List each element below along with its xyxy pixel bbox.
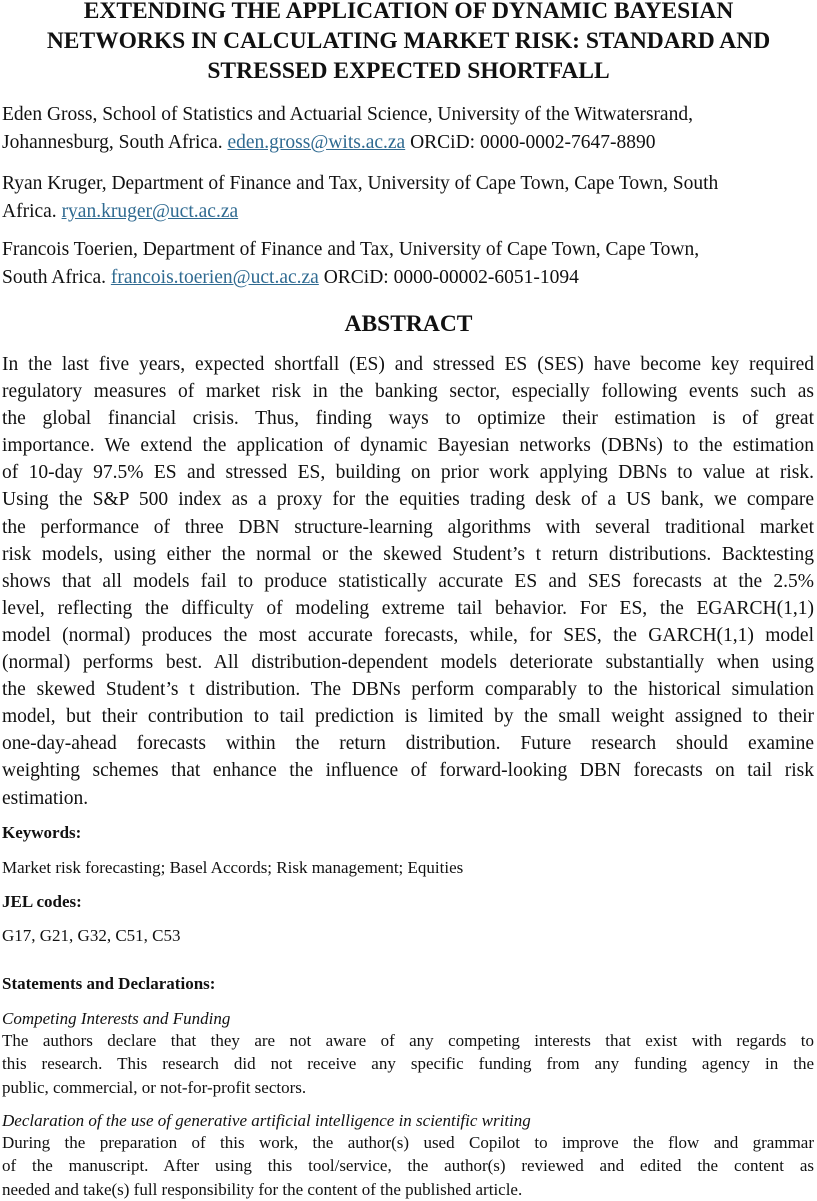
jel-text: G17, G21, G32, C51, C53: [2, 926, 181, 945]
author-email-link[interactable]: francois.toerien@uct.ac.za: [110, 267, 319, 288]
abstract-heading: ABSTRACT: [344, 311, 473, 337]
competing-line: this research. This research did not receive any specific funding from any funding agency in the: [2, 1054, 814, 1074]
competing-heading: Competing Interests and Funding: [2, 1009, 231, 1028]
author-orcid: ORCiD: 0000-0002-7647-8890: [405, 132, 656, 153]
abstract-line: shows that all models fail to produce statistically accurate ES and SES forecasts at the 2.5%: [2, 570, 814, 592]
author-toerien: [2, 236, 814, 292]
author-affiliation: Francois Toerien, Department of Finance and Tax, University of Cape Town, Cape Town,: [2, 239, 700, 260]
abstract-line: importance. We extend the application of dynamic Bayesian networks (DBNs) to the estimation: [2, 435, 814, 457]
abstract-line: risk models, using either the normal or the skewed Student’s t return distributions. Backtesting: [2, 543, 814, 565]
jel-label: JEL codes:: [2, 892, 82, 911]
competing-line: The authors declare that they are not aware of any competing interests that exist with regards to: [2, 1031, 814, 1050]
title-line: NETWORKS IN CALCULATING MARKET RISK: STANDARD AND: [46, 28, 771, 54]
statements-label: Statements and Declarations:: [2, 974, 216, 993]
author-email-link[interactable]: eden.gross@wits.ac.za: [227, 132, 406, 153]
abstract-line: of 10-day 97.5% ES and stressed ES, building on prior work applying DBNs to value at risk.: [2, 462, 814, 484]
author-gross: [2, 101, 814, 157]
author-location: Africa.: [2, 201, 62, 222]
competing-line: public, commercial, or not-for-profit sectors.: [2, 1077, 307, 1097]
ai-declaration-heading: Declaration of the use of generative artificial intelligence in scientific writing: [2, 1111, 531, 1130]
author-orcid: ORCiD: 0000-00002-6051-1094: [318, 267, 579, 288]
paper-title: [0, 0, 817, 86]
abstract-line: the global financial crisis. Thus, finding ways to optimize their estimation is of great: [2, 408, 814, 430]
author-contact: [2, 129, 814, 157]
author-contact: [2, 198, 814, 226]
abstract-line: regulatory measures of market risk in the banking sector, especially following events such as: [2, 381, 814, 403]
ai-declaration-line: of the manuscript. After using this tool/service, the author(s) reviewed and edited the content as: [2, 1156, 814, 1176]
abstract-line: the performance of three DBN structure-learning algorithms with several traditional market: [2, 516, 814, 538]
abstract-line: Using the S&P 500 index as a proxy for the equities trading desk of a US bank, we compare: [2, 489, 814, 511]
abstract-line: the skewed Student’s t distribution. The DBNs perform comparably to the historical simulation: [2, 679, 814, 701]
keywords-text: Market risk forecasting; Basel Accords; Risk management; Equities: [2, 858, 464, 877]
title-line: STRESSED EXPECTED SHORTFALL: [207, 58, 610, 84]
author-email-link[interactable]: ryan.kruger@uct.ac.za: [61, 201, 239, 222]
abstract-line: one-day-ahead forecasts within the return distribution. Future research should examine: [2, 733, 814, 755]
keywords-label: Keywords:: [2, 823, 82, 842]
ai-declaration-line: During the preparation of this work, the author(s) used Copilot to improve the flow and grammar: [2, 1133, 814, 1152]
abstract-line: weighting schemes that enhance the influence of forward-looking DBN forecasts on tail risk: [2, 760, 814, 782]
ai-declaration-line: needed and take(s) full responsibility for the content of the published article.: [2, 1179, 523, 1199]
title-line: EXTENDING THE APPLICATION OF DYNAMIC BAYESIAN: [83, 0, 734, 24]
author-affiliation: Ryan Kruger, Department of Finance and Tax, University of Cape Town, Cape Town, South: [2, 173, 719, 194]
competing-text: [2, 1029, 814, 1099]
abstract-line: model, but their contribution to tail prediction is limited by the small weight assigned to their: [2, 706, 814, 728]
author-location: South Africa.: [2, 267, 111, 288]
abstract-body: [2, 351, 814, 812]
author-contact: [2, 264, 814, 292]
author-affiliation: Eden Gross, School of Statistics and Actuarial Science, University of the Witwatersrand,: [2, 104, 693, 125]
abstract-line: estimation.: [2, 787, 89, 809]
abstract-line: level, reflecting the difficulty of modeling extreme tail behavior. For ES, the EGARCH(1,1): [2, 597, 814, 619]
abstract-line: model (normal) produces the most accurate forecasts, while, for SES, the GARCH(1,1) model: [2, 624, 814, 646]
author-kruger: [2, 170, 814, 226]
ai-declaration-text: [2, 1131, 814, 1201]
abstract-line: In the last five years, expected shortfall (ES) and stressed ES (SES) have become key required: [2, 354, 814, 375]
abstract-line: (normal) performs best. All distribution-dependent models deteriorate substantially when using: [2, 652, 814, 674]
author-location: Johannesburg, South Africa.: [2, 132, 228, 153]
